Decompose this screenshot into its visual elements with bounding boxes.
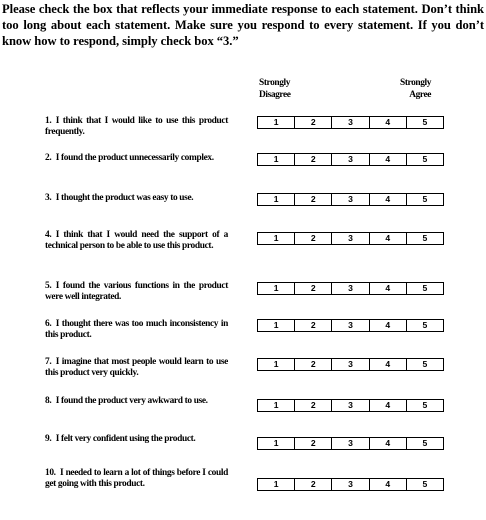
rating-option-5[interactable]: 5 xyxy=(406,154,443,165)
item-statement xyxy=(45,468,228,491)
rating-option-4[interactable]: 4 xyxy=(369,117,406,128)
rating-option-1[interactable]: 1 xyxy=(273,194,279,204)
rating-option-5[interactable]: 5 xyxy=(406,400,443,411)
rating-option-4[interactable]: 4 xyxy=(369,400,406,411)
item-statement xyxy=(45,193,228,204)
rating-option-1[interactable]: 1 xyxy=(273,438,279,448)
item-number: 4. xyxy=(45,230,52,240)
rating-option-2[interactable]: 2 xyxy=(294,438,331,449)
rating-option-5[interactable]: 5 xyxy=(406,479,443,490)
item-statement xyxy=(45,116,228,139)
item-statement xyxy=(45,396,228,407)
item-text: I found the various functions in the product were well integrated. xyxy=(45,281,228,303)
item-text: I thought the product was easy to use. xyxy=(55,193,194,203)
rating-option-2[interactable]: 2 xyxy=(294,320,331,331)
rating-scale xyxy=(257,319,444,332)
item-text: I think that I would need the support of a technical person to be able to use this product. xyxy=(45,230,228,252)
item-number: 10. xyxy=(45,468,56,478)
rating-option-5[interactable]: 5 xyxy=(406,320,443,331)
rating-option-3[interactable]: 3 xyxy=(331,438,368,449)
rating-option-5[interactable]: 5 xyxy=(406,194,443,205)
item-number: 1. xyxy=(45,116,52,126)
item-text: I thought there was too much inconsistency in this product. xyxy=(45,319,228,341)
item-number: 2. xyxy=(45,153,52,163)
rating-option-2[interactable]: 2 xyxy=(294,359,331,370)
rating-option-3[interactable]: 3 xyxy=(331,479,368,490)
item-statement xyxy=(45,434,228,445)
rating-option-3[interactable]: 3 xyxy=(331,233,368,244)
rating-scale xyxy=(257,437,444,450)
rating-option-1[interactable]: 1 xyxy=(273,117,279,127)
rating-option-2[interactable]: 2 xyxy=(294,400,331,411)
rating-scale xyxy=(257,232,444,245)
rating-option-1[interactable]: 1 xyxy=(273,154,279,164)
item-text: I needed to learn a lot of things before I could get going with this product. xyxy=(45,468,228,490)
rating-option-1[interactable]: 1 xyxy=(273,359,279,369)
scale-label-disagree-line1: Strongly xyxy=(259,78,291,88)
rating-scale xyxy=(257,478,444,491)
rating-option-3[interactable]: 3 xyxy=(331,400,368,411)
rating-scale xyxy=(257,153,444,166)
rating-option-2[interactable]: 2 xyxy=(294,283,331,294)
item-number: 5. xyxy=(45,281,52,291)
rating-option-3[interactable]: 3 xyxy=(331,359,368,370)
item-statement xyxy=(45,281,228,304)
item-text: I found the product unnecessarily complex. xyxy=(55,153,214,163)
rating-option-5[interactable]: 5 xyxy=(406,117,443,128)
item-number: 3. xyxy=(45,193,52,203)
item-statement xyxy=(45,230,228,253)
rating-option-1[interactable]: 1 xyxy=(273,479,279,489)
rating-option-1[interactable]: 1 xyxy=(273,400,279,410)
rating-option-4[interactable]: 4 xyxy=(369,479,406,490)
rating-option-4[interactable]: 4 xyxy=(369,154,406,165)
rating-option-2[interactable]: 2 xyxy=(294,117,331,128)
scale-label-disagree-line2: Disagree xyxy=(259,89,291,100)
scale-label-agree-line1: Strongly xyxy=(400,78,432,88)
rating-option-2[interactable]: 2 xyxy=(294,233,331,244)
rating-scale xyxy=(257,358,444,371)
rating-option-1[interactable]: 1 xyxy=(273,283,279,293)
rating-scale xyxy=(257,282,444,295)
rating-scale xyxy=(257,399,444,412)
item-number: 8. xyxy=(45,396,52,406)
rating-option-2[interactable]: 2 xyxy=(294,154,331,165)
rating-option-3[interactable]: 3 xyxy=(331,194,368,205)
rating-option-4[interactable]: 4 xyxy=(369,233,406,244)
rating-option-5[interactable]: 5 xyxy=(406,359,443,370)
item-statement xyxy=(45,153,228,164)
item-number: 6. xyxy=(45,319,52,329)
item-text: I imagine that most people would learn to use this product very quickly. xyxy=(45,357,228,379)
rating-option-1[interactable]: 1 xyxy=(273,233,279,243)
rating-option-5[interactable]: 5 xyxy=(406,283,443,294)
rating-option-3[interactable]: 3 xyxy=(331,320,368,331)
rating-option-5[interactable]: 5 xyxy=(406,233,443,244)
rating-option-4[interactable]: 4 xyxy=(369,283,406,294)
rating-option-5[interactable]: 5 xyxy=(406,438,443,449)
rating-option-4[interactable]: 4 xyxy=(369,194,406,205)
item-statement xyxy=(45,319,228,342)
item-text: I think that I would like to use this product frequently. xyxy=(45,116,228,138)
rating-option-4[interactable]: 4 xyxy=(369,359,406,370)
item-text: I found the product very awkward to use. xyxy=(55,396,208,406)
rating-option-4[interactable]: 4 xyxy=(369,438,406,449)
item-number: 9. xyxy=(45,434,52,444)
item-statement xyxy=(45,357,228,380)
rating-scale xyxy=(257,193,444,206)
rating-option-3[interactable]: 3 xyxy=(331,283,368,294)
item-number: 7. xyxy=(45,357,52,367)
rating-option-3[interactable]: 3 xyxy=(331,117,368,128)
rating-option-1[interactable]: 1 xyxy=(273,320,279,330)
rating-option-3[interactable]: 3 xyxy=(331,154,368,165)
scale-label-agree-line2: Agree xyxy=(409,89,432,100)
rating-option-2[interactable]: 2 xyxy=(294,479,331,490)
rating-option-2[interactable]: 2 xyxy=(294,194,331,205)
instructions-paragraph: Please check the box that reflects your immediate response to each statement. Don’t think too long about each statement. Make sure you respond to every statement. If you don’t know how to respond, simply check box “3.” xyxy=(2,2,484,48)
rating-option-4[interactable]: 4 xyxy=(369,320,406,331)
rating-scale xyxy=(257,116,444,129)
item-text: I felt very confident using the product. xyxy=(55,434,196,444)
